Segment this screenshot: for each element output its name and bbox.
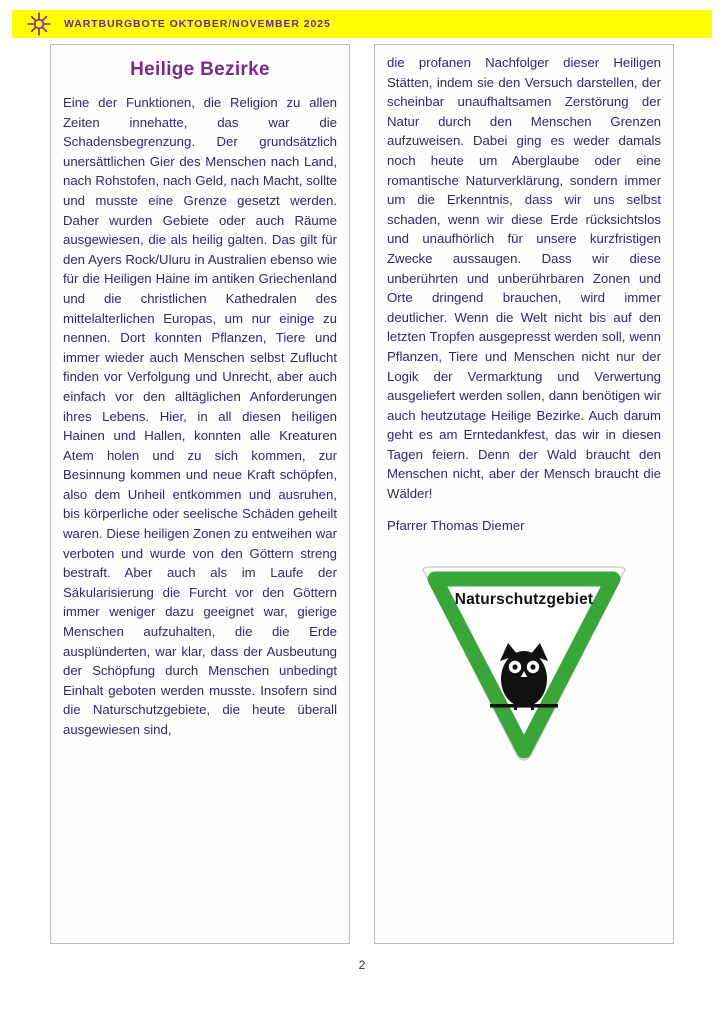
article-paragraph: Eine der Funktionen, die Religion zu allen Zeiten innehatte, das war die Schadensbegrenzung. Der grundsätzlich unersättlichen Gier des Menschen nach Land, nach Rohstofen, nach Geld, nach Macht, sollte und musste eine Grenze gesetzt werden. Daher wurden Gebiete oder auch Räume ausgewiesen, die als heilig galten. Das gilt für den Ayers Rock/Uluru in Australien ebenso wie für die Heiligen Haine im antiken Griechenland und die christlichen Kathedralen des mittelalterlichen Europas, um nur einige zu nennen. Dort konnten Pflanzen, Tiere und immer wieder auch Menschen selbst Zuflucht finden vor Verfolgung und Unrecht, aber auch einfach vor den alltäglichen Anforderungen ihres Lebens. Hier, in all diesen heiligen Hainen und Hallen, konnten alle Kreaturen Atem holen und zu sich kommen, zur Besinnung kommen und neue Kraft schöpfen, also dem Unheil entkommen und ausruhen, bis körperliche oder seelische Schäden geheilt waren. Diese heiligen Zonen zu entweihen war verboten und wurde von den Göttern streng bestraft. Aber auch als im Laufe der Säkularisierung die Furcht vor den Göttern immer weniger dazu geeignet war, gierige Menschen aufzuhalten, die die Erde ausplünderten, war klar, dass der Ausbeutung der Schöpfung durch Menschen unbedingt Einhalt geboten werden musste. Insofern sind die Naturschutzgebiete, die heute überall ausgewiesen sind, — [63, 95, 337, 737]
header-banner — [12, 10, 712, 38]
page-title: Heilige Bezirke — [130, 59, 270, 80]
article-column-right — [374, 44, 674, 944]
article-column-left — [50, 44, 350, 944]
page-number: 2 — [358, 958, 366, 972]
header-title: WARTBURGBOTE OKTOBER/NOVEMBER 2025 — [64, 18, 331, 30]
sign-label: Naturschutzgebiet — [454, 590, 594, 608]
page-body — [50, 44, 680, 954]
figure-naturschutzgebiet — [387, 561, 661, 769]
article-paragraph: die profanen Nachfolger dieser Heiligen Stätten, indem sie den Versuch darstellen, der scheinbar unaufhaltsamen Zerstörung der Natur durch den Menschen Grenzen aufzuweisen. Dabei ging es weder damals noch heute um Aberglaube oder eine romantische Naturverklärung, sondern immer um die Erkenntnis, dass wir uns selbst schaden, wenn wir diese Erde rücksichtslos und unaufhörlich für unsere kurzfristigen Zwecke aussaugen. Dass wir diese unberührten und unberührbaren Zonen und Orte dringend brauchen, wird immer deutlicher. Wenn die Welt nicht bis auf den letzten Tropfen ausgepresst werden soll, wenn Pflanzen, Tiere und Menschen nicht nur der Logik der Vermarktung und Verwertung ausgeliefert werden sollen, dann benötigen wir auch heutzutage Heilige Bezirke. Auch darum geht es am Erntedankfest, das wir in diesen Tagen feiern. Denn der Wald braucht den Menschen nicht, aber der Mensch braucht die Wälder! — [387, 55, 661, 502]
author-signature: Pfarrer Thomas Diemer — [387, 517, 525, 533]
cross-emblem-icon — [26, 11, 52, 37]
